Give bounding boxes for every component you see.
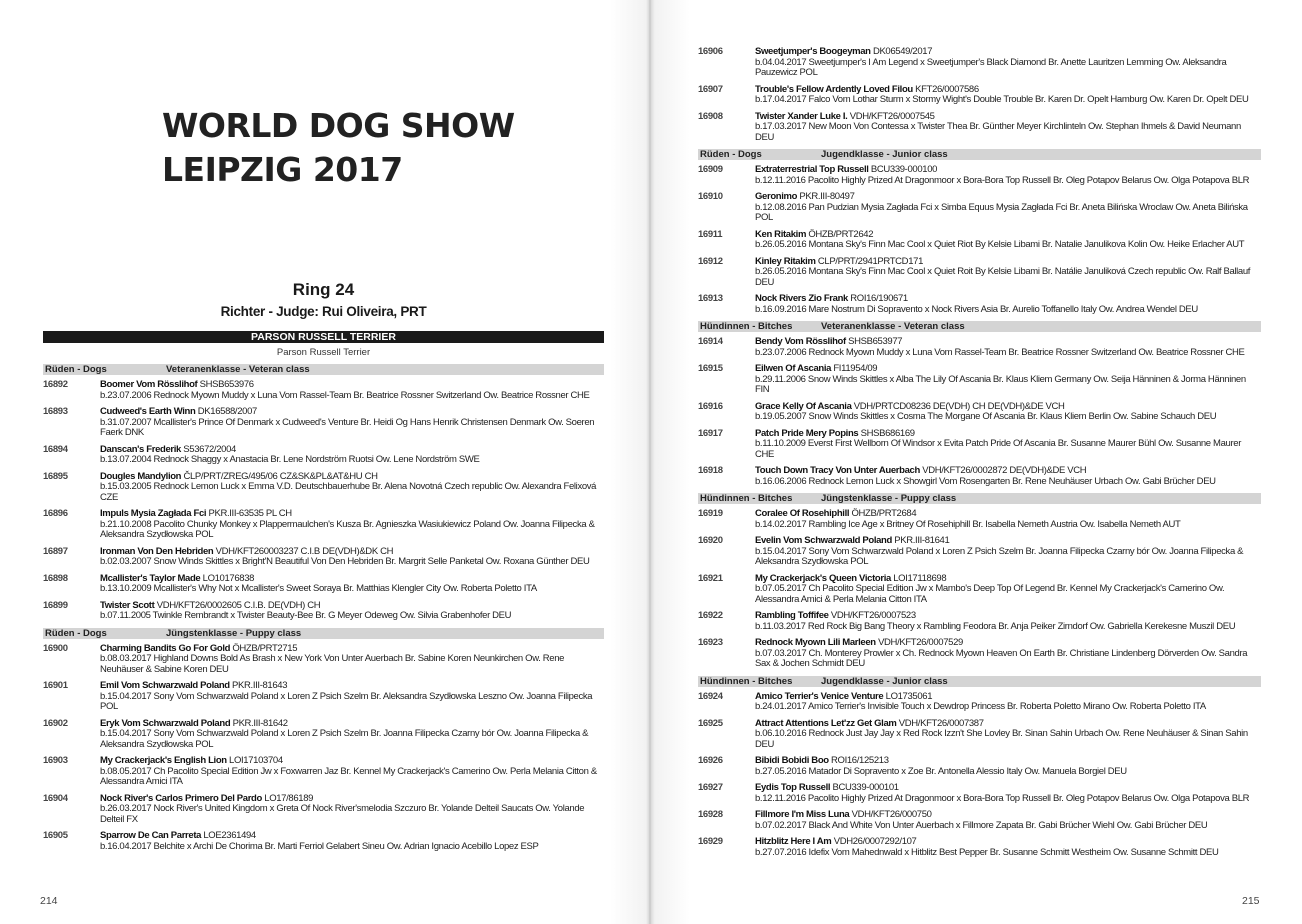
dog-name: Boomer Vom Rösslihof [100, 379, 198, 390]
class-header [698, 321, 1261, 332]
dog-name: Cudweed's Earth Winn [100, 406, 196, 417]
class-label: Jüngstenklasse - Puppy class [166, 627, 302, 639]
registration-number: ÖHZB/PRT2684 [851, 508, 917, 519]
registration-number: VDH26/0007292/107 [833, 836, 917, 847]
entry-title-line [755, 192, 1261, 203]
registration-number: VDH/KFT26/0002605 C.I.B. DE(VDH) CH [156, 599, 321, 611]
dog-name: Bibidi Bobidi Boo [755, 755, 829, 766]
dog-entry [43, 719, 604, 751]
entry-body [755, 165, 1261, 186]
dog-entry [698, 638, 1261, 670]
class-header [698, 149, 1261, 160]
entry-body [755, 112, 1261, 144]
entry-details: b.31.07.2007 Mcallister's Prince Of Denmark x Cudweed's Venture Br. Heidi Og Hans Henrik Christensen Denmark Ow. Soeren Faerk DNK [100, 416, 595, 438]
dog-name: Hitzblitz Here I Am [755, 836, 832, 847]
catalog-number: 16920 [698, 535, 723, 546]
dog-entry [43, 574, 604, 595]
entry-body [755, 638, 1261, 670]
entry-body [755, 611, 1261, 632]
entry-details: b.23.07.2006 Rednock Myown Muddy x Luna Vom Rassel-Team Br. Beatrice Rossner Switzerland Ow. Beatrice Rossner CHE [100, 389, 590, 401]
registration-number: LO17/86189 [264, 792, 314, 804]
dog-entry [43, 756, 604, 788]
dog-name: Bendy Vom Rösslihof [755, 336, 846, 347]
dog-name: Grace Kelly Of Ascania [755, 400, 852, 412]
entry-details: b.26.03.2017 Nock River's United Kingdom x Greta Of Nock River'smelodia Szczuro Br. Yolande Delteil Saucats Ow. Yolande Delteil FX [100, 803, 585, 825]
entry-details: b.17.03.2017 New Moon Von Contessa x Twister Thea Br. Günther Meyer Kirchlinteln Ow. Stephan Ihmels & David Neumann DEU [755, 121, 1241, 143]
entry-body [755, 230, 1261, 251]
registration-number: VDH/KFT26/0007387 [898, 717, 984, 729]
registration-number: VDH/KFT26/0007523 [830, 610, 916, 621]
dog-name: Attract Attentions Let'zz Get Glam [755, 717, 897, 729]
entry-title-line [755, 536, 1261, 547]
dog-entry [698, 810, 1261, 831]
entry-body [755, 402, 1261, 423]
catalog-number: 16922 [698, 610, 723, 621]
catalog-number: 16919 [698, 508, 723, 519]
class-label: Jüngstenklasse - Puppy class [821, 493, 957, 504]
dog-name: Geronimo [755, 191, 798, 202]
dog-name: Eilwen Of Ascania [755, 363, 832, 374]
registration-number: LOI17103704 [229, 755, 283, 766]
entry-details: b.04.04.2017 Sweetjumper's I Am Legend x Sweetjumper's Black Diamond Br. Anette Lauritzen Lemming Ow. Aleksandra Pauzewicz POL [755, 56, 1227, 78]
entry-details: b.21.10.2008 Pacolito Chunky Monkey x Plappermaulchen's Kusza Br. Agnieszka Wasiukiewicz Poland Ow. Joanna Filipecka & Aleksandra Szydłowska POL [100, 518, 595, 540]
entry-body [100, 644, 604, 676]
entry-title-line [755, 837, 1261, 848]
registration-number: VDH/KFT26/0002872 DE(VDH)&DE VCH [922, 465, 1087, 476]
entry-body [100, 794, 604, 826]
registration-number: FI11954/09 [833, 363, 878, 374]
catalog-number: 16911 [698, 228, 723, 240]
registration-number: PKR.III-81642 [232, 717, 288, 729]
dog-name: Danscan's Frederik [100, 443, 181, 455]
dog-entry [698, 429, 1261, 461]
dog-entry [43, 681, 604, 713]
catalog-number: 16895 [43, 470, 68, 482]
entry-title-line [755, 337, 1261, 348]
catalog-number: 16926 [698, 755, 723, 766]
dog-name: Sweetjumper's Boogeyman [755, 46, 871, 57]
catalog-number: 16913 [698, 293, 723, 304]
dog-entry [43, 445, 604, 466]
entry-body [100, 472, 604, 504]
dog-name: Touch Down Tracy Von Unter Auerbach [755, 465, 920, 476]
dog-name: Rednock Myown Lili Marleen [755, 637, 876, 648]
dog-name: Evelin Vom Schwarzwald Poland [755, 535, 892, 546]
entry-details: b.17.04.2017 Falco Vom Lothar Sturm x Stormy Wight's Double Trouble Br. Karen Dr. Opelt Hamburg Ow. Karen Dr. Opelt DEU [755, 94, 1249, 105]
catalog-number: 16907 [698, 83, 723, 95]
entry-details: b.12.11.2016 Pacolito Highly Prized At Dragonmoor x Bora-Bora Top Russell Br. Oleg Potapov Belarus Ow. Olga Potapova BLR [755, 174, 1250, 186]
dog-entry [698, 611, 1261, 632]
registration-number: LO10176838 [202, 572, 255, 584]
catalog-number: 16908 [698, 110, 723, 122]
entry-body [755, 85, 1261, 106]
entry-body [755, 783, 1261, 804]
sex-label: Rüden - Dogs [45, 364, 107, 375]
dog-name: Ironman Von Den Hebriden [100, 545, 214, 557]
registration-number: KFT26/0007586 [915, 83, 979, 95]
registration-number: SHSB653977 [848, 336, 903, 347]
entry-details: b.16.04.2017 Belchite x Archi De Chorima Br. Marti Ferriol Gelabert Sineu Ow. Adrian Ignacio Acebillo Lopez ESP [100, 840, 539, 852]
dog-name: Coralee Of Rosehiphill [755, 508, 850, 519]
dog-name: Patch Pride Mery Popins [755, 427, 859, 439]
registration-number: LOI17118698 [893, 572, 947, 584]
catalog-number: 16916 [698, 400, 723, 412]
entry-details: b.07.02.2017 Black And White Von Unter Auerbach x Fillmore Zapata Br. Gabi Brücher Wiehl Ow. Gabi Brücher DEU [755, 819, 1208, 831]
entry-details: b.07.11.2005 Twinkle Rembrandt x Twister Beauty-Bee Br. G Meyer Odeweg Ow. Silvia Grabenhofer DEU [100, 610, 512, 621]
entry-details: b.15.04.2017 Sony Vom Schwarzwald Poland x Loren Z Psich Szelm Br. Aleksandra Szydłowska Leszno Ow. Joanna Filipecka POL [100, 690, 593, 712]
entry-body [755, 429, 1261, 461]
entry-details: b.15.04.2017 Sony Vom Schwarzwald Poland x Loren Z Psich Szelm Br. Joanna Filipecka Czarny bór Ow. Joanna Filipecka & Aleksandra Szydłowska POL [100, 728, 589, 750]
dog-entry [698, 536, 1261, 568]
right-entry-column [698, 47, 1261, 864]
dog-entry [43, 644, 604, 676]
dog-name: Kinley Ritakim [755, 255, 816, 267]
dog-entry [698, 509, 1261, 530]
dog-name: Dougles Mandylion [100, 470, 182, 482]
dog-name: Eryk Vom Schwarzwald Poland [100, 717, 231, 729]
dog-name: Nock River's Carlos Primero Del Pardo [100, 792, 262, 804]
entry-title-line [755, 165, 1261, 176]
entry-body [755, 810, 1261, 831]
dog-entry [698, 192, 1261, 224]
dog-name: Twister Scott [100, 599, 155, 611]
ring-heading: Ring 24 [292, 280, 355, 299]
entry-body [100, 831, 604, 852]
show-title-line1: WORLD DOG SHOW [162, 106, 515, 145]
book-gutter [610, 0, 690, 924]
dog-entry [43, 831, 604, 852]
dog-name: Impuls Mysia Zagłada Fci [100, 508, 207, 519]
catalog-number: 16904 [43, 792, 68, 804]
class-header [698, 676, 1261, 687]
entry-details: b.26.05.2016 Montana Sky's Finn Mac Cool x Quiet Riot By Kelsie Libami Br. Natalie Janulikova Kolin Ow. Heike Erlacher AUT [755, 239, 1245, 250]
breed-subtitle: Parson Russell Terrier [276, 347, 371, 358]
catalog-number: 16897 [43, 545, 68, 557]
entry-title-line [755, 783, 1261, 794]
entry-body [100, 719, 604, 751]
dog-name: Amico Terrier's Venice Venture [755, 690, 884, 702]
entry-body [100, 407, 604, 439]
dog-entry [698, 466, 1261, 487]
dog-entry [698, 47, 1261, 79]
entry-body [755, 337, 1261, 358]
entry-body [755, 466, 1261, 487]
entry-details: b.27.07.2016 Idefix Vom Mahednwald x Hitblitz Best Pepper Br. Susanne Schmitt Westheim Ow. Susanne Schmitt DEU [755, 846, 1219, 858]
class-label: Jugendklasse - Junior class [821, 149, 948, 160]
entry-body [755, 192, 1261, 224]
entry-body [755, 837, 1261, 858]
entry-body [100, 681, 604, 713]
entry-body [755, 47, 1261, 79]
registration-number: BCU339-000100 [870, 164, 938, 175]
dog-entry [698, 112, 1261, 144]
entry-details: b.16.09.2016 Mare Nostrum Di Sopravento x Nock Rivers Asia Br. Aurelio Toffanello Italy Ow. Andrea Wendel DEU [755, 303, 1198, 315]
catalog-number: 16901 [43, 680, 68, 691]
dog-name: Trouble's Fellow Ardently Loved Filou [755, 83, 913, 95]
catalog-number: 16894 [43, 443, 68, 455]
dog-name: My Crackerjack's Queen Victoria [755, 572, 891, 584]
entry-details: b.08.03.2017 Highland Downs Bold As Brash x New York Von Unter Auerbach Br. Sabine Koren Neunkirchen Ow. Rene Neuhäuser & Sabine Koren DEU [100, 653, 565, 675]
class-label: Jugendklasse - Junior class [821, 675, 948, 687]
dog-entry [698, 294, 1261, 315]
catalog-number: 16902 [43, 717, 68, 729]
dog-entry [698, 230, 1261, 251]
registration-number: LOE2361494 [203, 830, 256, 841]
entry-title-line [100, 380, 604, 391]
left-entry-column [43, 364, 604, 858]
catalog-number: 16914 [698, 336, 723, 347]
catalog-number: 16923 [698, 637, 723, 648]
catalog-number: 16925 [698, 717, 723, 729]
entry-body [755, 364, 1261, 396]
dog-name: Twister Xander Luke I. [755, 110, 848, 122]
catalog-number: 16909 [698, 164, 723, 175]
show-title [162, 104, 515, 192]
dog-name: Sparrow De Can Parreta [100, 830, 202, 841]
dog-entry [43, 509, 604, 541]
entry-title-line [755, 509, 1261, 520]
dog-entry [698, 337, 1261, 358]
entry-details: b.15.03.2005 Rednock Lemon Luck x Emma V.D. Deutschbauerhube Br. Alena Novotná Czech republic Ow. Alexandra Felixová CZE [100, 481, 597, 503]
registration-number: ÖHZB/PRT2715 [232, 642, 298, 654]
entry-title-line [755, 810, 1261, 821]
sex-label: Hündinnen - Bitches [700, 321, 793, 332]
entry-title-line [100, 509, 604, 520]
dog-name: Extraterrestrial Top Russell [755, 164, 869, 175]
entry-body [100, 547, 604, 568]
entry-title-line [755, 364, 1261, 375]
dog-entry [43, 794, 604, 826]
left-page [0, 0, 650, 924]
class-label: Veteranenklasse - Veteran class [821, 321, 965, 332]
entry-details: b.12.08.2016 Pan Pudzian Mysia Zagłada Fci x Simba Equus Mysia Zagłada Fci Br. Aneta Bilińska Wroclaw Ow. Aneta Bilińska POL [755, 201, 1248, 223]
registration-number: LO1735061 [885, 690, 933, 702]
entry-details: b.26.05.2016 Montana Sky's Finn Mac Cool x Quiet Roit By Kelsie Libami Br. Natálie Januliková Czech republic Ow. Ralf Ballauf DEU [755, 266, 1251, 288]
class-header [43, 364, 604, 375]
dog-entry [698, 257, 1261, 289]
catalog-number: 16896 [43, 508, 68, 519]
catalog-number: 16898 [43, 572, 68, 584]
entry-title-line [755, 466, 1261, 477]
registration-number: SHSB686169 [860, 427, 915, 439]
dog-entry [43, 407, 604, 439]
catalog-number: 16892 [43, 379, 68, 390]
dog-name: Charming Bandits Go For Gold [100, 642, 231, 654]
dog-entry [698, 402, 1261, 423]
catalog-number: 16900 [43, 642, 68, 654]
show-title-line2: LEIPZIG 2017 [162, 150, 403, 189]
entry-details: b.19.05.2007 Snow Winds Skittles x Cosma The Morgane Of Ascania Br. Klaus Kliem Berlin Ow. Sabine Schauch DEU [755, 411, 1217, 422]
catalog-number: 16921 [698, 572, 723, 584]
entry-details: b.16.06.2006 Rednock Lemon Luck x Showgirl Vom Rosengarten Br. Rene Neuhäuser Urbach Ow. Gabi Brücher DEU [755, 475, 1216, 487]
entry-details: b.08.05.2017 Ch Pacolito Special Edition Jw x Foxwarren Jaz Br. Kennel My Crackerjack's Camerino Ow. Perla Melania Citton & Alessandra Amici ITA [100, 765, 597, 787]
entry-body [755, 536, 1261, 568]
dog-name: My Crackerjack's English Lion [100, 755, 227, 766]
catalog-number: 16915 [698, 363, 723, 374]
catalog-number: 16927 [698, 782, 723, 793]
entry-body [755, 692, 1261, 713]
entry-details: b.06.10.2016 Rednock Just Jay Jay x Red Rock Izzn't She Lovley Br. Sinan Sahin Urbach Ow. Rene Neuhäuser & Sinan Sahin DEU [755, 728, 1248, 750]
entry-details: b.11.03.2017 Red Rock Big Bang Theory x Rambling Feodora Br. Anja Peiker Zirndorf Ow. Gabriella Kerekesne Muszil DEU [755, 620, 1236, 632]
entry-body [100, 445, 604, 466]
entry-body [755, 257, 1261, 289]
entry-details: b.13.10.2009 Mcallister's Why Not x Mcallister's Sweet Soraya Br. Matthias Klengler City Ow. Roberta Poletto ITA [100, 583, 537, 594]
registration-number: VDH/PRTCD08236 DE(VDH) CH DE(VDH)&DE VCH [853, 400, 1065, 412]
dog-entry [698, 783, 1261, 804]
page-number-left: 214 [40, 895, 58, 907]
catalog-number: 16917 [698, 427, 723, 439]
entry-details: b.24.01.2017 Amico Terrier's Invisible Touch x Dewdrop Princess Br. Roberta Poletto Mirano Ow. Roberta Poletto ITA [755, 701, 1206, 712]
registration-number: ČLP/PRT/ZREG/495/06 CZ&SK&PL&AT&HU CH [183, 470, 378, 482]
entry-title-line [755, 47, 1261, 58]
dog-entry [698, 692, 1261, 713]
registration-number: DK16588/2007 [197, 406, 257, 417]
catalog-number: 16910 [698, 191, 723, 202]
catalog-number: 16906 [698, 46, 723, 57]
judge-heading: Richter - Judge: Rui Oliveira, PRT [220, 304, 427, 319]
sex-label: Rüden - Dogs [45, 627, 107, 639]
catalog-number: 16924 [698, 690, 723, 702]
catalog-number: 16905 [43, 830, 68, 841]
entry-title-line [100, 831, 604, 842]
catalog-number: 16903 [43, 755, 68, 766]
sex-label: Hündinnen - Bitches [700, 675, 793, 687]
entry-details: b.27.05.2016 Matador Di Sopravento x Zoe Br. Antonella Alessio Italy Ow. Manuela Borgiel DEU [755, 765, 1127, 777]
entry-title-line [100, 681, 604, 692]
entry-body [755, 509, 1261, 530]
entry-details: b.07.05.2017 Ch Pacolito Special Edition Jw x Mambo's Deep Top Of Legend Br. Kennel My Crackerjack's Camerino Ow. Alessandra Amici & Perla Melania Citton ITA [755, 583, 1225, 605]
registration-number: PKR.III-81643 [232, 680, 288, 691]
dog-entry [698, 364, 1261, 396]
registration-number: VDH/KFT26/0007529 [878, 637, 963, 648]
dog-entry [698, 574, 1261, 606]
dog-entry [43, 472, 604, 504]
dog-name: Emil Vom Schwarzwald Poland [100, 680, 230, 691]
dog-name: Fillmore I'm Miss Luna [755, 809, 850, 820]
registration-number: CLP/PRT/2941PRTCD171 [817, 255, 923, 267]
entry-details: b.14.02.2017 Rambling Ice Age x Britney Of Rosehiphill Br. Isabella Nemeth Austria Ow. Isabella Nemeth AUT [755, 518, 1181, 530]
catalog-number: 16893 [43, 406, 68, 417]
catalog-number: 16928 [698, 809, 723, 820]
entry-details: b.15.04.2017 Sony Vom Schwarzwald Poland x Loren Z Psich Szelm Br. Joanna Filipecka Czarny bór Ow. Joanna Filipecka & Aleksandra Szydłowska POL [755, 545, 1244, 567]
sex-label: Rüden - Dogs [700, 149, 762, 160]
registration-number: PKR.III-63535 PL CH [208, 508, 292, 519]
entry-details: b.11.10.2009 Everst First Wellborn Of Windsor x Evita Patch Pride Of Ascania Br. Susanne Maurer Bühl Ow. Susanne Maurer CHE [755, 438, 1242, 460]
dog-name: Ken Ritakim [755, 228, 807, 240]
registration-number: ÖHZB/PRT2642 [808, 228, 874, 240]
entry-body [755, 756, 1261, 777]
entry-body [755, 574, 1261, 606]
catalog-number: 16899 [43, 599, 68, 611]
entry-details: b.02.03.2007 Snow Winds Skittles x Bright'N Beautiful Von Den Hebriden Br. Margrit Selle Panketal Ow. Roxana Günther DEU [100, 556, 590, 567]
registration-number: ROI16/190671 [850, 293, 908, 304]
entry-details: b.12.11.2016 Pacolito Highly Prized At Dragonmoor x Bora-Bora Top Russell Br. Oleg Potapov Belarus Ow. Olga Potapova BLR [755, 792, 1250, 804]
dog-name: Rambling Toffifee [755, 610, 829, 621]
registration-number: PKR.III-81641 [894, 535, 950, 546]
entry-title-line [755, 294, 1261, 305]
entry-title-line [755, 756, 1261, 767]
class-label: Veteranenklasse - Veteran class [166, 364, 310, 375]
registration-number: VDH/KFT26/000750 [851, 809, 932, 820]
page-number-right: 215 [1242, 895, 1260, 907]
entry-details: b.23.07.2006 Rednock Myown Muddy x Luna Vom Rassel-Team Br. Beatrice Rossner Switzerland Ow. Beatrice Rossner CHE [755, 346, 1245, 358]
sex-label: Hündinnen - Bitches [700, 493, 793, 504]
dog-entry [43, 380, 604, 401]
catalog-number: 16918 [698, 465, 723, 476]
class-header [43, 628, 604, 639]
entry-title-line [100, 407, 604, 418]
entry-title-line [755, 638, 1261, 649]
registration-number: SHSB653976 [199, 379, 254, 390]
class-header [698, 493, 1261, 504]
registration-number: S53672/2004 [183, 443, 236, 455]
entry-body [100, 380, 604, 401]
registration-number: DK06549/2017 [872, 46, 933, 57]
catalog-number: 16912 [698, 255, 723, 267]
dog-entry [698, 165, 1261, 186]
breed-banner: PARSON RUSSELL TERRIER [43, 331, 604, 343]
dog-entry [43, 547, 604, 568]
registration-number: PKR.III-80497 [799, 191, 855, 202]
dog-entry [698, 85, 1261, 106]
entry-body [100, 574, 604, 595]
entry-body [755, 294, 1261, 315]
entry-title-line [755, 611, 1261, 622]
entry-body [100, 756, 604, 788]
dog-name: Mcallister's Taylor Made [100, 572, 201, 584]
entry-details: b.29.11.2006 Snow Winds Skittles x Alba The Lily Of Ascania Br. Klaus Kliem Germany Ow. Seija Hänninen & Jorma Hänninen FIN [755, 373, 1246, 395]
entry-title-line [100, 756, 604, 767]
dog-entry [698, 719, 1261, 751]
dog-entry [43, 601, 604, 622]
entry-body [755, 719, 1261, 751]
entry-details: b.07.03.2017 Ch. Monterey Prowler x Ch. Rednock Myown Heaven On Earth Br. Christiane Lindenberg Dörverden Ow. Sandra Sax & Jochen Schmidt DEU [755, 647, 1248, 669]
entry-body [100, 509, 604, 541]
dog-entry [698, 756, 1261, 777]
registration-number: VDH/KFT26/0007545 [849, 110, 935, 122]
entry-details: b.13.07.2004 Rednock Shaggy x Anastacia Br. Lene Nordström Ruotsi Ow. Lene Nordström SWE [100, 454, 480, 465]
dog-entry [698, 837, 1261, 858]
dog-name: Nock Rivers Zio Frank [755, 293, 848, 304]
registration-number: ROI16/125213 [831, 755, 889, 766]
entry-body [100, 601, 604, 622]
registration-number: BCU339-000101 [832, 782, 899, 793]
catalog-number: 16929 [698, 836, 723, 847]
registration-number: VDH/KFT260003237 C.I.B DE(VDH)&DK CH [215, 545, 394, 557]
dog-name: Eydis Top Russell [755, 782, 831, 793]
